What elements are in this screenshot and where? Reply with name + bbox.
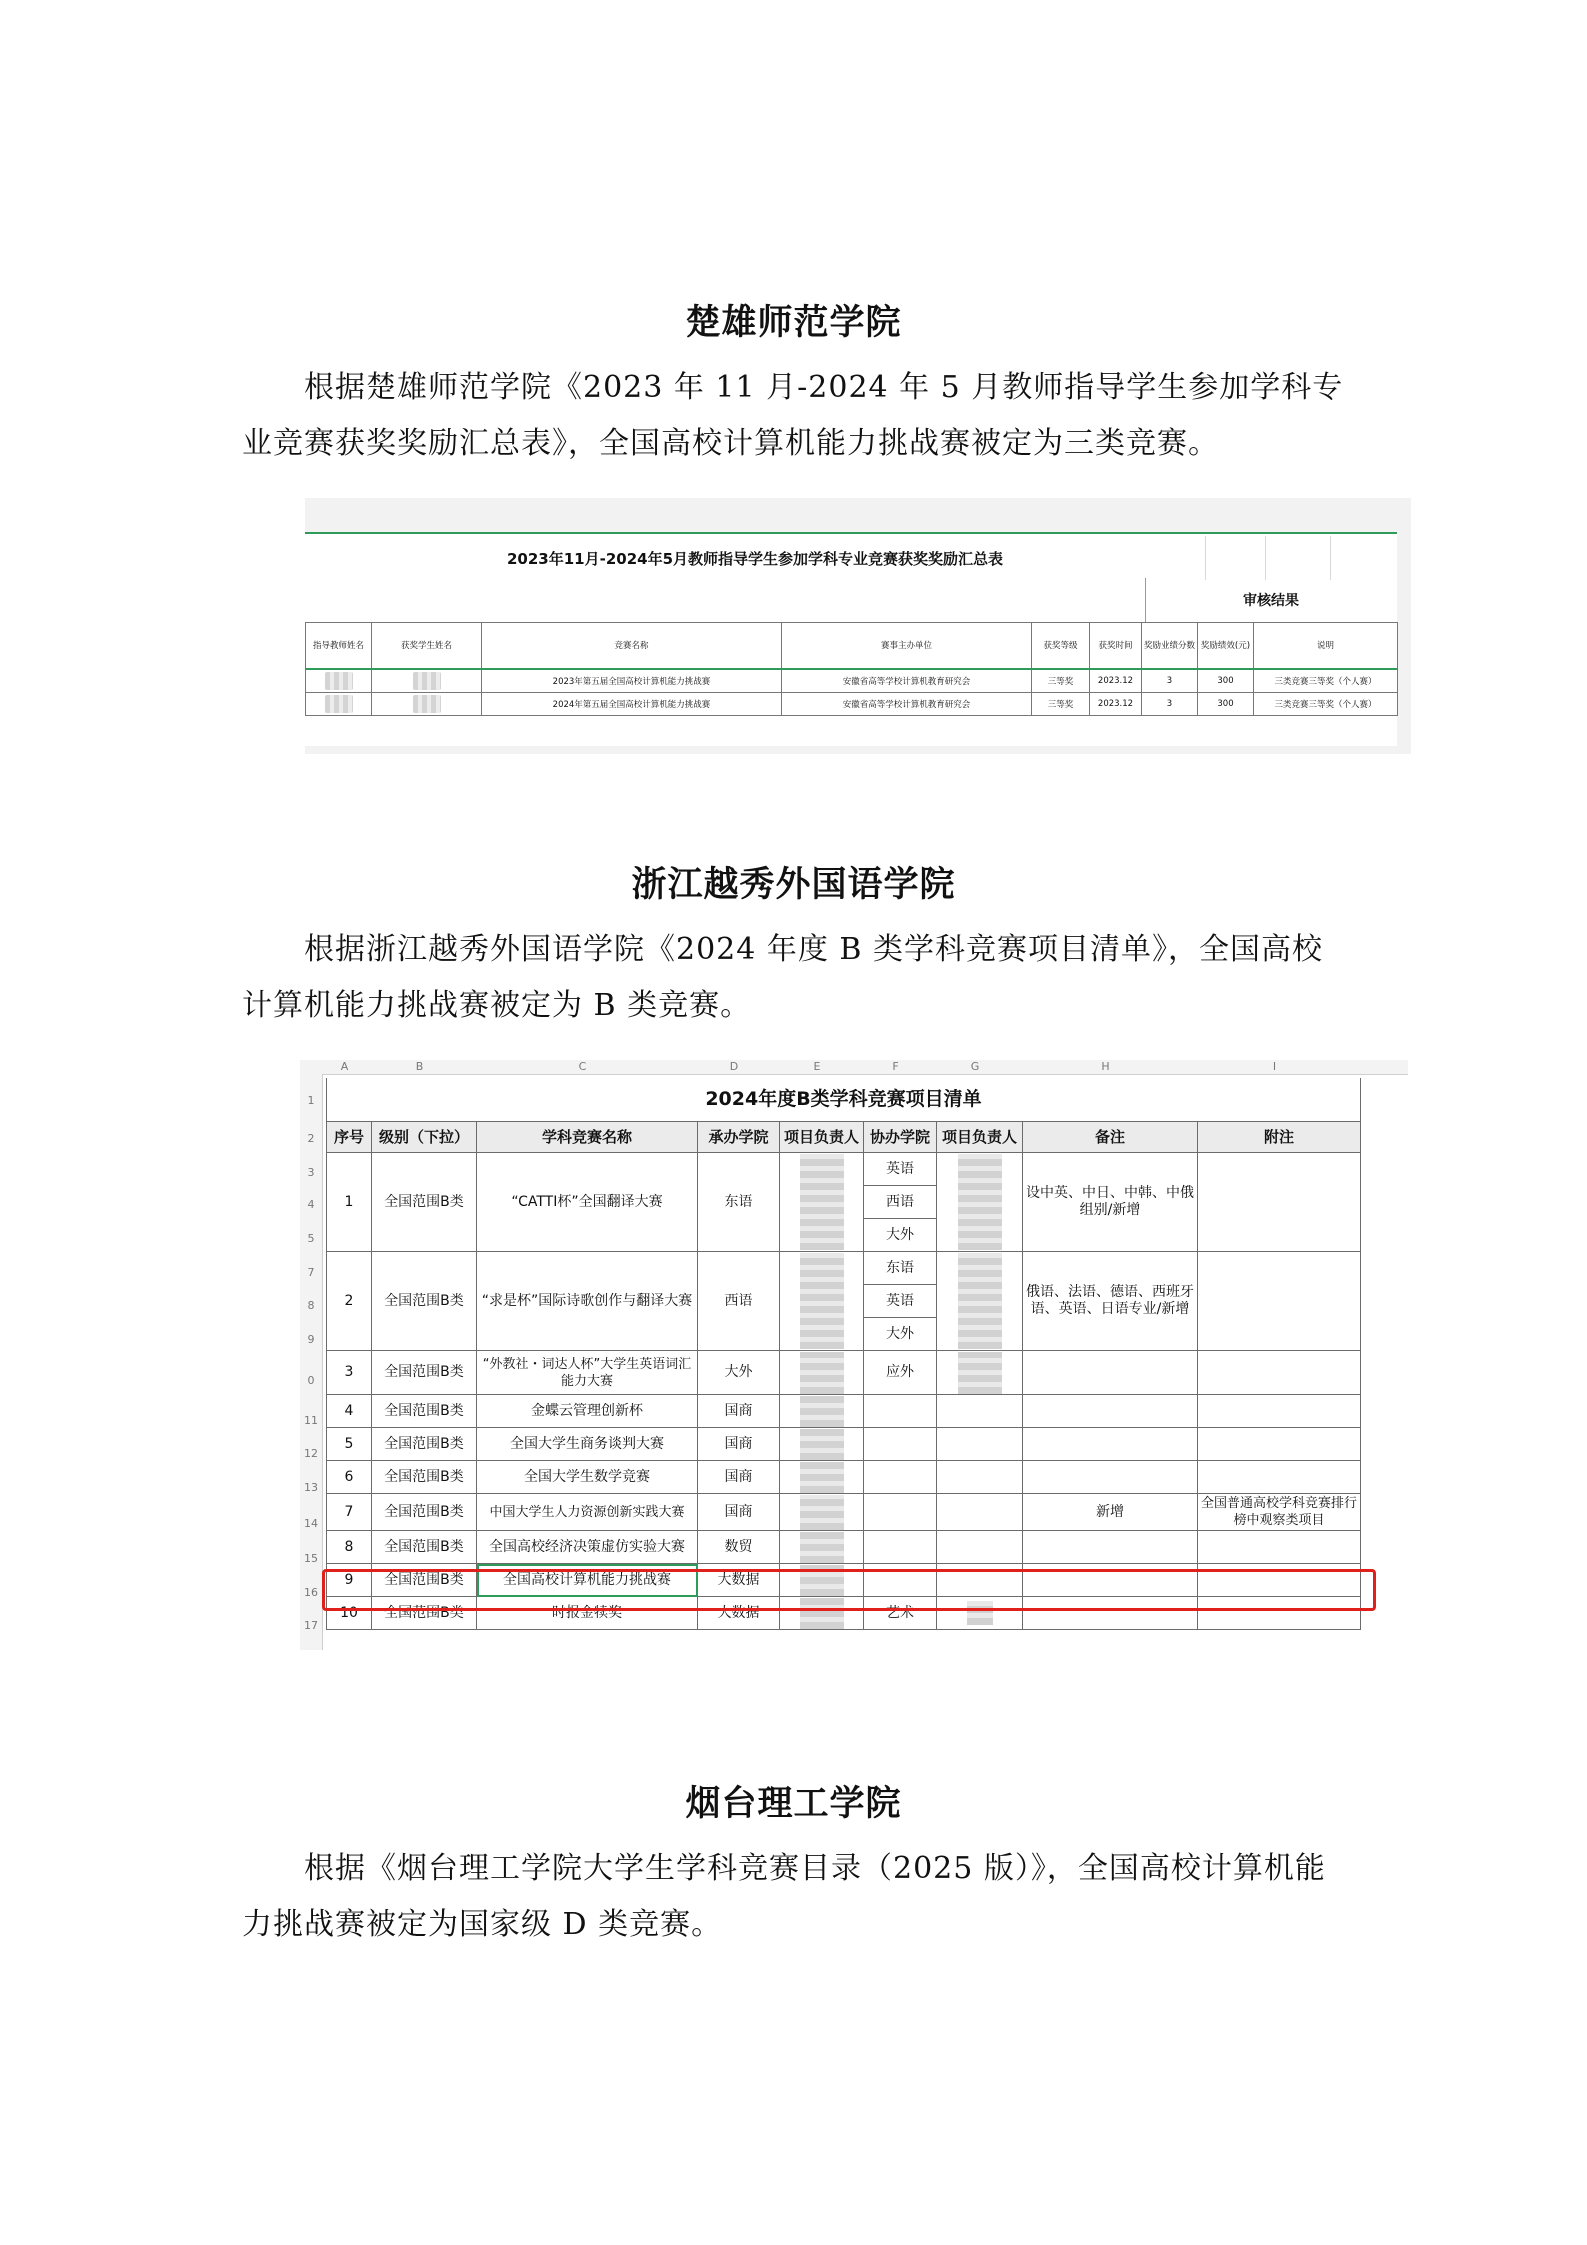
table-row — [306, 669, 1398, 693]
header-project-lead: 项目负责人 — [780, 1122, 864, 1153]
table-cell: 2023.12 — [1090, 669, 1142, 693]
redacted-name — [800, 1154, 844, 1250]
header-competition: 竞赛名称 — [482, 623, 782, 670]
header-score: 奖励业绩分数 — [1142, 623, 1198, 670]
redacted-name — [413, 695, 441, 713]
section-paragraph-chuxiong: 根据楚雄师范学院《2023 年 11 月-2024 年 5 月教师指导学生参加学科专业竞赛获奖奖励汇总表》，全国高校计算机能力挑战赛被定为三类竞赛。 — [242, 370, 1344, 461]
competition-list-table: 2024年度B类学科竞赛项目清单 序号 级别（下拉） 学科竞赛名称 承办学院 项目负责人 协办学院 项目负责人 备注 附注 1 全国范围B类 “CATTI杯”全国翻译大赛 东语 英语 设中英、中日、中韩、中俄组别/新增 西语 大外 2 全国范围B类 “求是杯”国际诗歌创作与翻译大赛 西语 东语 俄语、法语、德语、西班牙语、英语、日语专业/新增 英语 大外 3 全国范围B类 “外教社・词达人杯”大学生英语词汇能力大赛 大外 应外 4 全国范围B类 金蝶云管理创新杯 国商 5 全国范围B类 全国大学生商务谈判大赛 国商 6 全国范围B类 全国大学生数学竞赛 国商 7 全国范围B类 中国大学生人力资源创新实践大赛 国商 新增 全国普通高校学科竞赛排行榜中观察类项目 8 全国范围B类 全国高校经济决策虚仿实验大赛 数贸 9 全国范围B类 全国高校计算机能力挑战赛 大数据 10 全国范围B类 时报金犊奖 大数据 艺术 — [326, 1078, 1361, 1630]
section-heading-zhejiang-yuexiu: 浙江越秀外国语学院 — [631, 864, 956, 905]
table-cell: 三等奖 — [1032, 669, 1090, 693]
row-header-bar: 1 2 3 4 5 7 8 9 0 11 12 13 14 15 16 17 — [300, 1074, 323, 1650]
header-co-college: 协办学院 — [864, 1122, 937, 1153]
header-award-time: 获奖时间 — [1090, 623, 1142, 670]
table-cell: 2023.12 — [1090, 693, 1142, 716]
header-teacher: 指导教师姓名 — [306, 623, 372, 670]
table-cell: 2023年第五届全国高校计算机能力挑战赛 — [482, 669, 782, 693]
header-co-lead: 项目负责人 — [937, 1122, 1023, 1153]
table-row: 3 全国范围B类 “外教社・词达人杯”大学生英语词汇能力大赛 大外 应外 — [327, 1351, 1361, 1395]
table-cell: 三类竞赛三等奖（个人赛） — [1254, 669, 1398, 693]
redacted-name — [958, 1154, 1002, 1250]
header-bonus: 奖励绩效(元) — [1198, 623, 1254, 670]
table-row: 6 全国范围B类 全国大学生数学竞赛 国商 — [327, 1461, 1361, 1494]
redacted-name — [800, 1429, 844, 1460]
review-result-label: 审核结果 — [1243, 593, 1299, 609]
award-summary-table — [305, 622, 1398, 716]
table-row: 2 全国范围B类 “求是杯”国际诗歌创作与翻译大赛 西语 东语 俄语、法语、德语、西班牙语、英语、日语专业/新增 — [327, 1252, 1361, 1285]
table-cell: 三等奖 — [1032, 693, 1090, 716]
redacted-name — [800, 1495, 844, 1530]
column-header-bar: A B C D E F G H I — [300, 1060, 1408, 1075]
header-note: 备注 — [1023, 1122, 1198, 1153]
table-row: 4 全国范围B类 金蝶云管理创新杯 国商 — [327, 1395, 1361, 1428]
section-paragraph-zhejiang-yuexiu: 根据浙江越秀外国语学院《2024 年度 B 类学科竞赛项目清单》，全国高校计算机能力挑战赛被定为 B 类竞赛。 — [242, 932, 1324, 1023]
table-row: 5 全国范围B类 全国大学生商务谈判大赛 国商 — [327, 1428, 1361, 1461]
redacted-name — [958, 1253, 1002, 1349]
selected-cell[interactable]: 全国高校计算机能力挑战赛 — [477, 1564, 698, 1597]
award-summary-title: 2023年11月-2024年5月教师指导学生参加学科专业竞赛获奖奖励汇总表 — [506, 550, 1004, 568]
redacted-name — [325, 695, 353, 713]
redacted-name — [325, 672, 353, 690]
header-level: 级别（下拉） — [372, 1122, 477, 1153]
table-cell: 3 — [1142, 693, 1198, 716]
table-row — [306, 693, 1398, 716]
redacted-name — [958, 1352, 1002, 1394]
header-organizer: 赛事主办单位 — [782, 623, 1032, 670]
sheet-title: 2024年度B类学科竞赛项目清单 — [327, 1078, 1361, 1122]
table-cell: 300 — [1198, 669, 1254, 693]
header-award-level: 获奖等级 — [1032, 623, 1090, 670]
header-remark: 说明 — [1254, 623, 1398, 670]
redacted-name — [800, 1462, 844, 1493]
table-cell: 2024年第五届全国高校计算机能力挑战赛 — [482, 693, 782, 716]
header-student: 获奖学生姓名 — [372, 623, 482, 670]
competition-list-screenshot — [300, 1060, 1408, 1650]
redacted-name — [800, 1396, 844, 1427]
table-row: 8 全国范围B类 全国高校经济决策虚仿实验大赛 数贸 — [327, 1531, 1361, 1564]
table-cell: 安徽省高等学校计算机教育研究会 — [782, 693, 1032, 716]
table-cell: 3 — [1142, 669, 1198, 693]
header-appendix: 附注 — [1198, 1122, 1361, 1153]
table-cell: 三类竞赛三等奖（个人赛） — [1254, 693, 1398, 716]
section-paragraph-yantai: 根据《烟台理工学院大学生学科竞赛目录（2025 版）》，全国高校计算机能力挑战赛被定为国家级 D 类竞赛。 — [242, 1851, 1326, 1942]
award-summary-screenshot — [305, 498, 1411, 754]
highlight-box — [322, 1569, 1376, 1611]
redacted-name — [413, 672, 441, 690]
redacted-name — [800, 1253, 844, 1349]
header-competition-name: 学科竞赛名称 — [477, 1122, 698, 1153]
section-heading-yantai: 烟台理工学院 — [685, 1783, 902, 1824]
table-row: 10 全国范围B类 时报金犊奖 大数据 艺术 — [327, 1597, 1361, 1630]
header-no: 序号 — [327, 1122, 372, 1153]
redacted-name — [800, 1532, 844, 1563]
section-heading-chuxiong: 楚雄师范学院 — [685, 302, 902, 343]
table-row-highlighted: 9 全国范围B类 全国高校计算机能力挑战赛 大数据 — [327, 1564, 1361, 1597]
header-host-college: 承办学院 — [698, 1122, 780, 1153]
table-cell: 安徽省高等学校计算机教育研究会 — [782, 669, 1032, 693]
table-row: 7 全国范围B类 中国大学生人力资源创新实践大赛 国商 新增 全国普通高校学科竞赛排行榜中观察类项目 — [327, 1494, 1361, 1531]
table-cell: 300 — [1198, 693, 1254, 716]
table-row: 1 全国范围B类 “CATTI杯”全国翻译大赛 东语 英语 设中英、中日、中韩、中俄组别/新增 — [327, 1153, 1361, 1186]
redacted-name — [800, 1352, 844, 1394]
